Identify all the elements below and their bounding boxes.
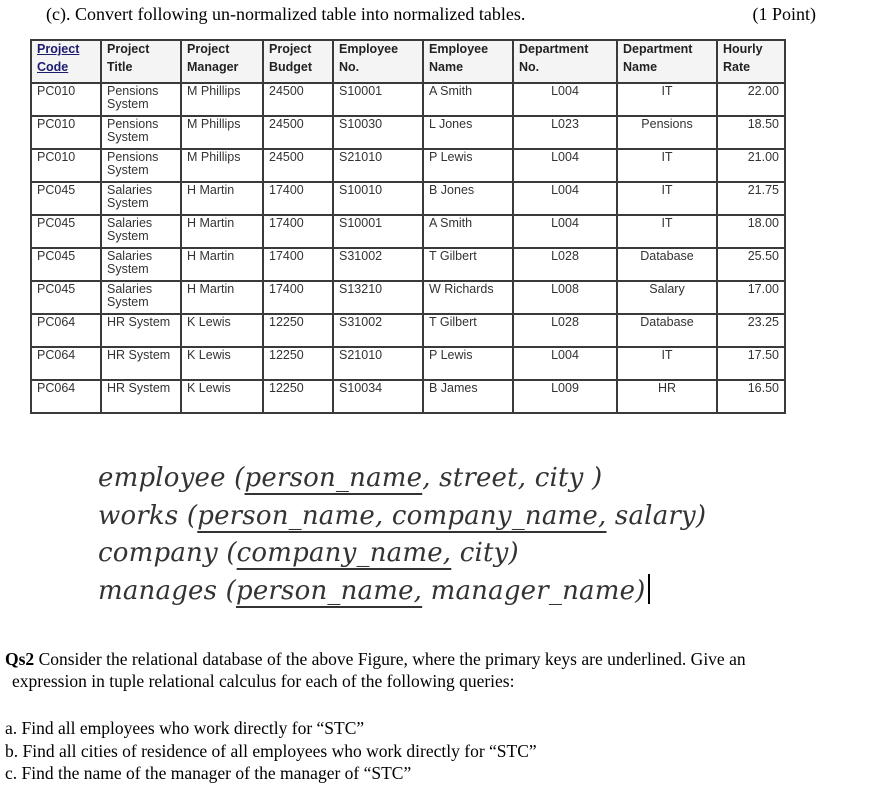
table-cell: H Martin (181, 215, 263, 248)
table-cell: K Lewis (181, 380, 263, 413)
table-cell: 18.00 (717, 215, 785, 248)
primary-key: person_name (244, 463, 423, 493)
column-header-line2: Code (37, 60, 69, 74)
column-header-line1: Employee (339, 42, 399, 56)
table-cell: Pensions System (101, 149, 181, 182)
table-cell: 22.00 (717, 83, 785, 116)
table-cell: PC064 (31, 347, 101, 380)
table-cell: 17.00 (717, 281, 785, 314)
table-cell: 17400 (263, 281, 333, 314)
table-cell: Pensions System (101, 83, 181, 116)
table-cell: Salaries System (101, 215, 181, 248)
table-cell: H Martin (181, 248, 263, 281)
table-cell: H Martin (181, 182, 263, 215)
table-cell: L004 (513, 83, 617, 116)
schema-manages: manages (person_name, manager_name) (98, 573, 706, 611)
points-label: (1 Point) (752, 4, 816, 24)
table-cell: PC045 (31, 182, 101, 215)
primary-key: person_name, (236, 575, 423, 606)
table-cell: HR (617, 380, 717, 413)
question-header (46, 4, 816, 28)
unnormalized-table (30, 39, 786, 414)
table-cell: 21.75 (717, 182, 785, 215)
text-cursor (648, 574, 650, 604)
table-header-row (31, 40, 785, 83)
column-header-line1: Project (107, 42, 150, 56)
table-cell: L028 (513, 248, 617, 281)
schema-company: company (company_name, city) (98, 538, 519, 568)
attributes: city) (451, 538, 519, 568)
table-cell: S31002 (333, 248, 423, 281)
table-cell: W Richards (423, 281, 513, 314)
table-row (31, 116, 785, 149)
table-row (31, 281, 785, 314)
table-cell: B Jones (423, 182, 513, 215)
attributes: manager_name) (422, 575, 646, 606)
table-cell: HR System (101, 380, 181, 413)
table-cell: M Phillips (181, 83, 263, 116)
table-cell: P Lewis (423, 149, 513, 182)
table-cell: 24500 (263, 83, 333, 116)
table-cell: A Smith (423, 83, 513, 116)
table-cell: B James (423, 380, 513, 413)
column-header-line1: Project (269, 42, 312, 56)
column-header-line2: No. (519, 60, 540, 74)
table-cell: S10034 (333, 380, 423, 413)
column-header (513, 40, 617, 83)
relation-name: works (98, 500, 179, 531)
table-cell: PC064 (31, 380, 101, 413)
table-cell: PC064 (31, 314, 101, 347)
query-item-c: c. Find the name of the manager of the manager of “STC” (5, 763, 412, 783)
question-2-label: Qs2 (5, 649, 35, 669)
table-cell: 17.50 (717, 347, 785, 380)
question-2 (5, 648, 867, 692)
table-cell: L023 (513, 116, 617, 149)
column-header-line1: Department (623, 42, 693, 56)
question-2-text-line2: expression in tuple relational calculus for each of the following queries: (12, 671, 515, 691)
relational-schema (98, 460, 706, 610)
table-cell: 17400 (263, 182, 333, 215)
table-cell: S21010 (333, 347, 423, 380)
question-c-text: (c). Convert following un-normalized table into normalized tables. (46, 4, 526, 24)
schema-employee: employee (person_name, street, city ) (98, 463, 603, 493)
column-header-line2: Rate (723, 60, 751, 74)
table-cell: PC010 (31, 83, 101, 116)
question-2-text-line1: Consider the relational database of the above Figure, where the primary keys are underlined. Give an (34, 649, 746, 669)
primary-key: company_name, (236, 538, 452, 568)
query-item-a: a. Find all employees who work directly for “STC” (5, 718, 365, 738)
table-cell: 17400 (263, 248, 333, 281)
column-header (101, 40, 181, 83)
table-cell: M Phillips (181, 149, 263, 182)
table-cell: PC010 (31, 116, 101, 149)
table-cell: Salaries System (101, 248, 181, 281)
column-header (617, 40, 717, 83)
table-cell: HR System (101, 314, 181, 347)
table-cell: A Smith (423, 215, 513, 248)
table-cell: IT (617, 149, 717, 182)
table-cell: IT (617, 182, 717, 215)
table-cell: L028 (513, 314, 617, 347)
table-cell: 21.00 (717, 149, 785, 182)
table-cell: IT (617, 347, 717, 380)
table-cell: H Martin (181, 281, 263, 314)
table-row (31, 182, 785, 215)
relation-name: employee (98, 463, 226, 493)
unnormalized-table-figure (30, 39, 786, 414)
query-item-b: b. Find all cities of residence of all employees who work directly for “STC” (5, 740, 537, 761)
table-cell: IT (617, 215, 717, 248)
column-header-line1: Hourly (723, 42, 763, 56)
column-header-line2: No. (339, 60, 360, 74)
table-cell: PC045 (31, 215, 101, 248)
table-cell: 25.50 (717, 248, 785, 281)
table-cell: P Lewis (423, 347, 513, 380)
table-cell: 17400 (263, 215, 333, 248)
table-cell: T Gilbert (423, 248, 513, 281)
column-header-line1: Project (37, 42, 80, 56)
table-row (31, 347, 785, 380)
column-header-line2: Name (623, 60, 658, 74)
table-cell: 12250 (263, 380, 333, 413)
table-cell: M Phillips (181, 116, 263, 149)
attributes: , street, city ) (422, 463, 603, 493)
query-list (5, 717, 537, 785)
table-cell: Pensions (617, 116, 717, 149)
relation-name: manages (98, 575, 218, 606)
table-cell: S10030 (333, 116, 423, 149)
table-cell: L009 (513, 380, 617, 413)
column-header-line2: Manager (187, 60, 239, 74)
table-cell: Database (617, 314, 717, 347)
table-cell: 23.25 (717, 314, 785, 347)
column-header (263, 40, 333, 83)
column-header (31, 40, 101, 83)
table-cell: Salaries System (101, 182, 181, 215)
table-row (31, 314, 785, 347)
column-header-line1: Employee (429, 42, 489, 56)
table-cell: L004 (513, 149, 617, 182)
table-cell: S10001 (333, 83, 423, 116)
table-cell: K Lewis (181, 347, 263, 380)
table-cell: PC045 (31, 248, 101, 281)
table-cell: Salary (617, 281, 717, 314)
table-row (31, 248, 785, 281)
table-cell: S31002 (333, 314, 423, 347)
column-header-line2: Name (429, 60, 464, 74)
table-cell: 24500 (263, 149, 333, 182)
column-header-line1: Project (187, 42, 230, 56)
column-header-line2: Title (107, 60, 133, 74)
table-cell: L004 (513, 215, 617, 248)
table-cell: Pensions System (101, 116, 181, 149)
primary-key: person_name, company_name, (197, 500, 607, 531)
column-header-line1: Department (519, 42, 589, 56)
table-cell: L Jones (423, 116, 513, 149)
table-cell: L008 (513, 281, 617, 314)
table-cell: IT (617, 83, 717, 116)
column-header (181, 40, 263, 83)
column-header (423, 40, 513, 83)
column-header (333, 40, 423, 83)
table-cell: 24500 (263, 116, 333, 149)
table-cell: 12250 (263, 347, 333, 380)
table-body (31, 83, 785, 413)
table-cell: S13210 (333, 281, 423, 314)
table-cell: Database (617, 248, 717, 281)
table-cell: T Gilbert (423, 314, 513, 347)
attributes: salary) (606, 500, 707, 531)
schema-works: works (person_name, company_name, salary) (98, 500, 707, 531)
relation-name: company (98, 538, 218, 568)
table-cell: 18.50 (717, 116, 785, 149)
table-cell: L004 (513, 347, 617, 380)
column-header (717, 40, 785, 83)
table-cell: L004 (513, 182, 617, 215)
table-cell: S10010 (333, 182, 423, 215)
table-cell: HR System (101, 347, 181, 380)
table-cell: 12250 (263, 314, 333, 347)
table-row (31, 83, 785, 116)
table-cell: PC045 (31, 281, 101, 314)
table-cell: S21010 (333, 149, 423, 182)
table-cell: PC010 (31, 149, 101, 182)
table-row (31, 149, 785, 182)
table-cell: Salaries System (101, 281, 181, 314)
table-row (31, 380, 785, 413)
table-row (31, 215, 785, 248)
column-header-line2: Budget (269, 60, 313, 74)
table-cell: 16.50 (717, 380, 785, 413)
table-cell: K Lewis (181, 314, 263, 347)
table-cell: S10001 (333, 215, 423, 248)
